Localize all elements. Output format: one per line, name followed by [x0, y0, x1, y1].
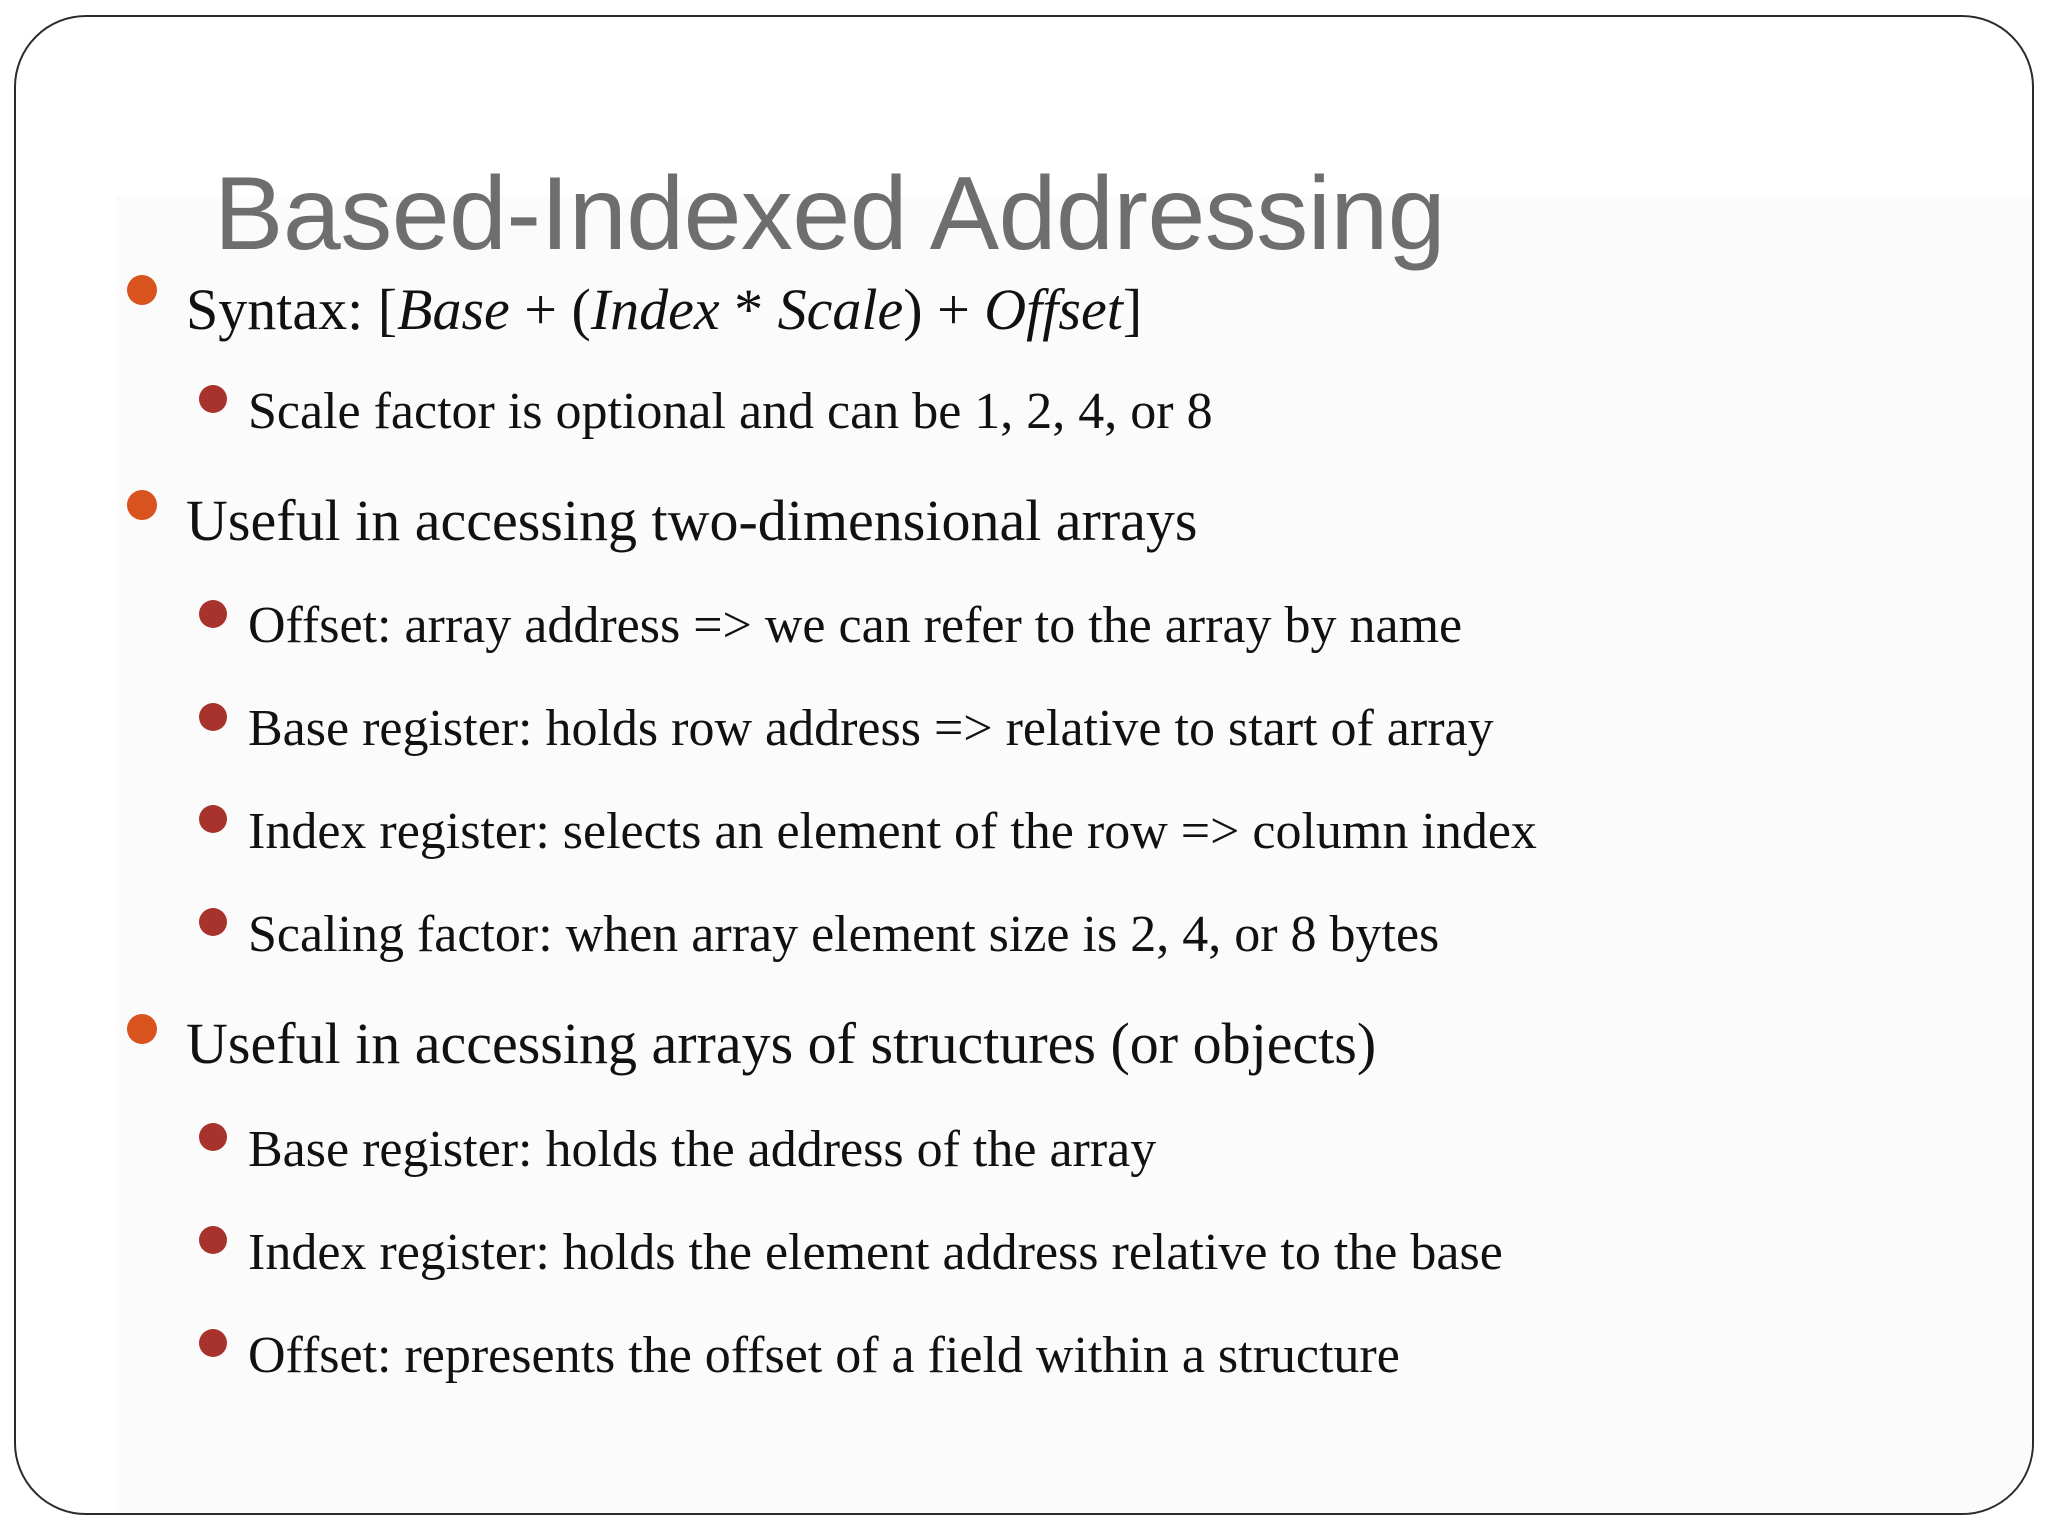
sub-bullet-dot-icon: [199, 703, 227, 731]
sub-bullet-dot-icon: [199, 600, 227, 628]
syntax-close-plus: ) +: [903, 277, 985, 342]
slide-title: Based-Indexed Addressing: [214, 156, 1446, 272]
syntax-end: ]: [1122, 277, 1143, 342]
bullet-index-register-column: Index register: selects an element of the row => column index: [248, 803, 1537, 860]
bullet-dot-icon: [127, 490, 157, 520]
syntax-base: Base: [397, 277, 510, 342]
syntax-plus: + (: [509, 277, 591, 342]
sub-bullet-dot-icon: [199, 1329, 227, 1357]
syntax-bullet: [186, 277, 1143, 342]
sub-bullet-dot-icon: [199, 385, 227, 413]
sub-bullet-dot-icon: [199, 908, 227, 936]
bullet-offset-array-address: Offset: array address => we can refer to the array by name: [248, 597, 1463, 654]
bullet-offset-field: Offset: represents the offset of a field within a structure: [248, 1327, 1400, 1384]
sub-bullet-dot-icon: [199, 1123, 227, 1151]
bullet-scale-factor: Scale factor is optional and can be 1, 2, 4, or 8: [248, 383, 1213, 440]
bullet-two-dimensional-arrays: Useful in accessing two-dimensional arrays: [186, 488, 1198, 553]
syntax-scale: Scale: [777, 277, 904, 342]
sub-bullet-dot-icon: [199, 805, 227, 833]
bullet-base-register-array: Base register: holds the address of the array: [248, 1121, 1157, 1178]
syntax-times: *: [719, 277, 778, 342]
bullet-arrays-of-structures: Useful in accessing arrays of structures (or objects): [186, 1011, 1377, 1076]
syntax-offset: Offset: [984, 277, 1123, 342]
bullet-dot-icon: [127, 275, 157, 305]
bullet-base-register-row: Base register: holds row address => relative to start of array: [248, 700, 1494, 757]
sub-bullet-dot-icon: [199, 1226, 227, 1254]
syntax-prefix: Syntax: [: [186, 277, 398, 342]
bullet-dot-icon: [127, 1014, 157, 1044]
bullet-index-register-element: Index register: holds the element address relative to the base: [248, 1224, 1503, 1281]
bullet-scaling-factor: Scaling factor: when array element size is 2, 4, or 8 bytes: [248, 906, 1440, 963]
syntax-index: Index: [590, 277, 720, 342]
